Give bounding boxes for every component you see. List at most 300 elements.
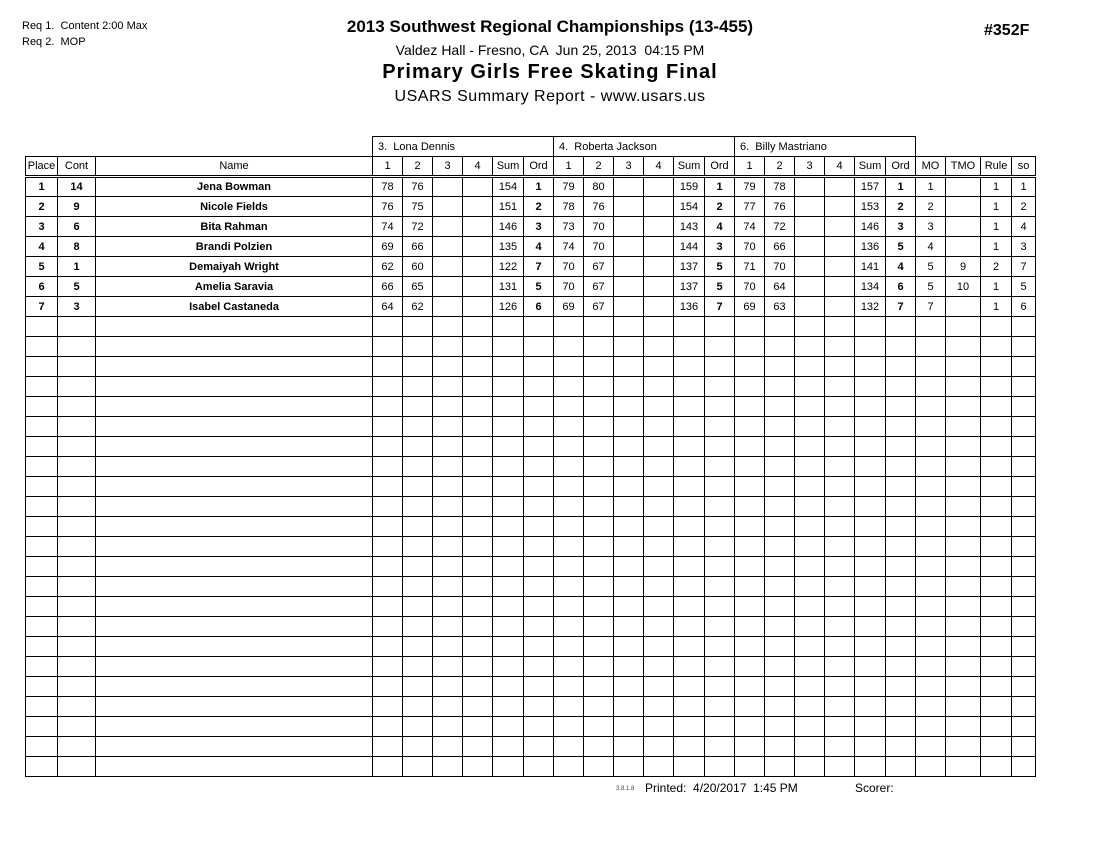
cell-judge1-score-3 <box>433 517 463 537</box>
event-number: #352F <box>984 22 1030 39</box>
cell-judge1-score-4 <box>463 177 493 197</box>
cell-judge3-score-2 <box>765 637 795 657</box>
cell-judge3-ord <box>886 517 916 537</box>
cell-judge1-score-2 <box>403 597 433 617</box>
cell-cont <box>58 537 96 557</box>
cell-judge2-score-3 <box>614 317 644 337</box>
cell-judge3-score-1 <box>735 737 765 757</box>
cell-name <box>96 537 373 557</box>
cell-name <box>96 337 373 357</box>
cell-place <box>26 417 58 437</box>
header-judge3-score-3: 3 <box>795 157 825 177</box>
cell-judge2-sum <box>674 637 705 657</box>
table-row-empty <box>26 537 1036 557</box>
cell-mo <box>916 677 946 697</box>
table-row-empty <box>26 397 1036 417</box>
cell-judge2-score-2: 70 <box>584 237 614 257</box>
table-row-empty <box>26 757 1036 777</box>
cell-judge3-score-4 <box>825 397 855 417</box>
header-judge3-ord: Ord <box>886 157 916 177</box>
cell-judge2-score-1 <box>554 577 584 597</box>
cell-cont: 8 <box>58 237 96 257</box>
cell-judge1-sum <box>493 677 524 697</box>
cell-cont <box>58 317 96 337</box>
judge-row-spacer-right <box>916 137 1036 157</box>
cell-judge1-ord <box>524 637 554 657</box>
cell-place: 5 <box>26 257 58 277</box>
cell-judge1-score-3 <box>433 637 463 657</box>
cell-judge2-score-3 <box>614 337 644 357</box>
cell-judge1-ord <box>524 717 554 737</box>
cell-tmo <box>946 577 981 597</box>
cell-cont <box>58 337 96 357</box>
cell-judge1-score-4 <box>463 657 493 677</box>
cell-judge1-score-3 <box>433 677 463 697</box>
cell-judge2-score-3 <box>614 277 644 297</box>
cell-judge3-score-3 <box>795 457 825 477</box>
cell-judge3-ord: 7 <box>886 297 916 317</box>
cell-tmo <box>946 597 981 617</box>
cell-judge3-ord <box>886 637 916 657</box>
cell-judge3-score-4 <box>825 617 855 637</box>
cell-judge2-score-3 <box>614 417 644 437</box>
cell-rule <box>981 557 1012 577</box>
cell-judge2-ord <box>705 437 735 457</box>
cell-judge1-score-1: 78 <box>373 177 403 197</box>
cell-judge3-score-2: 63 <box>765 297 795 317</box>
cell-so <box>1012 537 1036 557</box>
cell-judge3-sum <box>855 517 886 537</box>
cell-judge1-score-2: 75 <box>403 197 433 217</box>
cell-name <box>96 757 373 777</box>
cell-judge1-score-4 <box>463 337 493 357</box>
cell-judge3-sum: 141 <box>855 257 886 277</box>
cell-judge1-score-1 <box>373 597 403 617</box>
event-title: Primary Girls Free Skating Final <box>382 61 718 83</box>
cell-judge2-score-4 <box>644 597 674 617</box>
header-judge2-score-2: 2 <box>584 157 614 177</box>
cell-name <box>96 317 373 337</box>
cell-rule: 2 <box>981 257 1012 277</box>
cell-judge3-ord <box>886 697 916 717</box>
cell-mo <box>916 397 946 417</box>
cell-judge2-score-2 <box>584 337 614 357</box>
cell-judge3-score-1 <box>735 677 765 697</box>
cell-name <box>96 617 373 637</box>
cell-rule <box>981 537 1012 557</box>
cell-judge3-score-4 <box>825 437 855 457</box>
cell-rule <box>981 617 1012 637</box>
header-judge2-ord: Ord <box>705 157 735 177</box>
cell-judge1-sum: 135 <box>493 237 524 257</box>
cell-judge1-sum <box>493 597 524 617</box>
cell-mo <box>916 617 946 637</box>
header-judge3-score-4: 4 <box>825 157 855 177</box>
cell-judge2-score-3 <box>614 457 644 477</box>
cell-judge3-score-2 <box>765 697 795 717</box>
cell-judge3-score-2 <box>765 497 795 517</box>
cell-judge1-score-4 <box>463 597 493 617</box>
table-row-empty <box>26 517 1036 537</box>
cell-judge3-sum <box>855 677 886 697</box>
cell-judge1-ord: 2 <box>524 197 554 217</box>
cell-rule <box>981 337 1012 357</box>
cell-judge2-score-2 <box>584 617 614 637</box>
cell-rule <box>981 697 1012 717</box>
cell-judge2-score-2 <box>584 497 614 517</box>
cell-judge1-score-3 <box>433 197 463 217</box>
cell-judge2-score-1 <box>554 597 584 617</box>
cell-tmo <box>946 237 981 257</box>
header-judge3-score-2: 2 <box>765 157 795 177</box>
cell-judge3-score-1 <box>735 397 765 417</box>
cell-judge2-ord <box>705 317 735 337</box>
header-judge3-score-1: 1 <box>735 157 765 177</box>
cell-judge2-score-2 <box>584 657 614 677</box>
cell-judge3-score-2 <box>765 557 795 577</box>
cell-rule: 1 <box>981 277 1012 297</box>
cell-judge1-score-4 <box>463 717 493 737</box>
cell-judge1-ord <box>524 537 554 557</box>
cell-judge2-sum <box>674 357 705 377</box>
cell-judge2-ord <box>705 517 735 537</box>
cell-judge1-score-3 <box>433 437 463 457</box>
cell-judge3-score-2 <box>765 577 795 597</box>
cell-judge3-score-1 <box>735 637 765 657</box>
cell-judge1-ord <box>524 457 554 477</box>
cell-mo <box>916 517 946 537</box>
cell-place: 7 <box>26 297 58 317</box>
cell-so <box>1012 717 1036 737</box>
cell-judge1-score-2: 62 <box>403 297 433 317</box>
cell-judge3-score-2: 64 <box>765 277 795 297</box>
cell-judge2-score-2 <box>584 417 614 437</box>
cell-judge1-score-2 <box>403 657 433 677</box>
table-row-empty <box>26 577 1036 597</box>
cell-judge2-ord: 5 <box>705 257 735 277</box>
cell-judge2-score-3 <box>614 757 644 777</box>
cell-place <box>26 677 58 697</box>
cell-judge3-ord <box>886 437 916 457</box>
cell-so <box>1012 337 1036 357</box>
table-row <box>26 177 1036 197</box>
header-mo: MO <box>916 157 946 177</box>
cell-judge2-score-1 <box>554 357 584 377</box>
cell-judge3-ord: 5 <box>886 237 916 257</box>
cell-judge1-score-3 <box>433 757 463 777</box>
cell-so <box>1012 677 1036 697</box>
cell-judge1-sum <box>493 437 524 457</box>
cell-judge1-score-3 <box>433 177 463 197</box>
cell-name: Nicole Fields <box>96 197 373 217</box>
cell-judge2-score-2: 67 <box>584 257 614 277</box>
cell-judge1-score-1 <box>373 517 403 537</box>
cell-cont: 6 <box>58 217 96 237</box>
cell-judge2-score-2 <box>584 757 614 777</box>
cell-judge3-ord: 4 <box>886 257 916 277</box>
cell-so <box>1012 557 1036 577</box>
cell-judge1-sum <box>493 397 524 417</box>
cell-so <box>1012 517 1036 537</box>
cell-mo: 4 <box>916 237 946 257</box>
cell-judge3-score-1 <box>735 537 765 557</box>
cell-judge1-ord <box>524 677 554 697</box>
cell-judge1-score-2 <box>403 537 433 557</box>
cell-judge2-score-1: 78 <box>554 197 584 217</box>
cell-cont <box>58 377 96 397</box>
cell-judge3-sum <box>855 337 886 357</box>
cell-cont: 3 <box>58 297 96 317</box>
cell-mo: 1 <box>916 177 946 197</box>
cell-judge3-score-1 <box>735 657 765 677</box>
table-row-empty <box>26 637 1036 657</box>
cell-judge3-sum <box>855 737 886 757</box>
cell-judge2-score-1 <box>554 537 584 557</box>
cell-judge3-score-3 <box>795 637 825 657</box>
cell-judge1-score-3 <box>433 597 463 617</box>
cell-judge1-score-1 <box>373 537 403 557</box>
cell-judge2-ord <box>705 617 735 637</box>
cell-judge3-score-2 <box>765 657 795 677</box>
cell-judge1-ord <box>524 617 554 637</box>
cell-place <box>26 477 58 497</box>
cell-cont: 14 <box>58 177 96 197</box>
table-row-empty <box>26 337 1036 357</box>
cell-judge2-ord <box>705 417 735 437</box>
report-header <box>0 17 1100 106</box>
cell-judge2-ord <box>705 357 735 377</box>
cell-judge2-ord <box>705 737 735 757</box>
cell-judge2-ord <box>705 597 735 617</box>
cell-judge2-score-3 <box>614 357 644 377</box>
cell-judge2-score-4 <box>644 437 674 457</box>
cell-judge2-ord <box>705 457 735 477</box>
cell-tmo <box>946 357 981 377</box>
cell-judge3-score-4 <box>825 597 855 617</box>
table-row-empty <box>26 617 1036 637</box>
cell-judge2-ord <box>705 657 735 677</box>
cell-judge1-score-2: 66 <box>403 237 433 257</box>
cell-judge2-score-2: 70 <box>584 217 614 237</box>
venue-date-line: Valdez Hall - Fresno, CA Jun 25, 2013 04:15 PM <box>395 42 705 58</box>
cell-mo <box>916 637 946 657</box>
cell-judge1-score-4 <box>463 677 493 697</box>
cell-judge2-score-4 <box>644 417 674 437</box>
cell-judge1-score-1: 76 <box>373 197 403 217</box>
cell-judge1-score-3 <box>433 217 463 237</box>
cell-judge1-score-1 <box>373 577 403 597</box>
cell-rule <box>981 417 1012 437</box>
cell-so <box>1012 617 1036 637</box>
cell-name: Amelia Saravia <box>96 277 373 297</box>
cell-judge3-score-1 <box>735 497 765 517</box>
cell-judge1-score-2 <box>403 497 433 517</box>
cell-judge1-ord: 1 <box>524 177 554 197</box>
cell-judge1-score-4 <box>463 697 493 717</box>
cell-judge3-score-3 <box>795 657 825 677</box>
cell-judge1-score-2: 72 <box>403 217 433 237</box>
cell-judge2-ord <box>705 677 735 697</box>
cell-tmo <box>946 337 981 357</box>
cell-judge3-score-4 <box>825 537 855 557</box>
cell-cont <box>58 357 96 377</box>
cell-so <box>1012 397 1036 417</box>
cell-judge3-ord <box>886 477 916 497</box>
cell-judge3-score-4 <box>825 237 855 257</box>
cell-rule <box>981 357 1012 377</box>
cell-judge1-score-3 <box>433 617 463 637</box>
cell-judge3-score-2: 76 <box>765 197 795 217</box>
cell-judge2-score-3 <box>614 177 644 197</box>
cell-judge3-score-3 <box>795 277 825 297</box>
cell-judge2-sum: 143 <box>674 217 705 237</box>
cell-rule <box>981 577 1012 597</box>
cell-judge3-score-1 <box>735 417 765 437</box>
cell-judge1-sum <box>493 457 524 477</box>
table-row <box>26 277 1036 297</box>
cell-judge1-score-2: 65 <box>403 277 433 297</box>
cell-judge2-score-2 <box>584 437 614 457</box>
cell-judge1-score-2 <box>403 357 433 377</box>
cell-judge1-score-1 <box>373 637 403 657</box>
cell-judge3-score-3 <box>795 317 825 337</box>
cell-judge3-score-3 <box>795 397 825 417</box>
cell-judge1-score-1 <box>373 757 403 777</box>
cell-judge2-sum <box>674 437 705 457</box>
cell-judge1-ord <box>524 517 554 537</box>
cell-judge1-score-3 <box>433 317 463 337</box>
cell-judge1-score-2 <box>403 577 433 597</box>
cell-judge2-score-1 <box>554 677 584 697</box>
cell-judge1-score-1 <box>373 317 403 337</box>
cell-judge2-sum <box>674 577 705 597</box>
cell-judge1-score-1 <box>373 737 403 757</box>
cell-judge2-score-3 <box>614 497 644 517</box>
cell-judge2-ord <box>705 557 735 577</box>
cell-judge1-score-3 <box>433 457 463 477</box>
cell-judge3-score-1 <box>735 617 765 637</box>
cell-judge2-sum <box>674 717 705 737</box>
cell-judge2-score-1 <box>554 717 584 737</box>
cell-tmo: 10 <box>946 277 981 297</box>
cell-place <box>26 657 58 677</box>
cell-judge2-ord: 4 <box>705 217 735 237</box>
cell-judge2-sum <box>674 537 705 557</box>
cell-judge2-score-2: 67 <box>584 277 614 297</box>
cell-mo <box>916 457 946 477</box>
table-row-empty <box>26 317 1036 337</box>
cell-judge1-sum <box>493 577 524 597</box>
cell-judge3-sum: 153 <box>855 197 886 217</box>
cell-rule <box>981 597 1012 617</box>
cell-place <box>26 437 58 457</box>
cell-cont <box>58 397 96 417</box>
cell-tmo <box>946 717 981 737</box>
cell-judge1-sum <box>493 337 524 357</box>
cell-place: 2 <box>26 197 58 217</box>
cell-judge1-ord: 7 <box>524 257 554 277</box>
cell-mo <box>916 757 946 777</box>
cell-judge2-score-3 <box>614 617 644 637</box>
cell-judge1-score-4 <box>463 197 493 217</box>
cell-tmo <box>946 217 981 237</box>
cell-judge3-sum <box>855 577 886 597</box>
cell-judge3-score-4 <box>825 457 855 477</box>
cell-judge2-score-4 <box>644 197 674 217</box>
cell-tmo <box>946 437 981 457</box>
cell-judge3-sum <box>855 657 886 677</box>
cell-place <box>26 537 58 557</box>
cell-judge1-score-4 <box>463 737 493 757</box>
cell-mo <box>916 597 946 617</box>
cell-judge1-score-4 <box>463 497 493 517</box>
cell-judge2-score-1 <box>554 417 584 437</box>
cell-tmo <box>946 397 981 417</box>
cell-judge1-score-3 <box>433 277 463 297</box>
table-row <box>26 237 1036 257</box>
cell-so <box>1012 637 1036 657</box>
cell-judge2-score-1 <box>554 697 584 717</box>
results-table-body <box>26 137 1036 777</box>
cell-mo <box>916 537 946 557</box>
cell-judge2-score-3 <box>614 477 644 497</box>
cell-judge3-ord <box>886 357 916 377</box>
table-row-empty <box>26 657 1036 677</box>
cell-judge2-score-3 <box>614 437 644 457</box>
cell-judge3-ord <box>886 757 916 777</box>
cell-judge1-score-1 <box>373 337 403 357</box>
cell-judge2-score-1: 70 <box>554 277 584 297</box>
cell-judge1-score-3 <box>433 657 463 677</box>
cell-tmo <box>946 457 981 477</box>
cell-judge2-score-1 <box>554 377 584 397</box>
judge-name-1: 3. Lona Dennis <box>373 137 554 157</box>
cell-cont <box>58 417 96 437</box>
cell-judge1-score-2 <box>403 737 433 757</box>
cell-judge2-score-2: 80 <box>584 177 614 197</box>
cell-rule <box>981 517 1012 537</box>
cell-judge2-score-4 <box>644 757 674 777</box>
cell-judge3-score-1 <box>735 597 765 617</box>
cell-judge3-sum: 134 <box>855 277 886 297</box>
cell-judge3-score-2 <box>765 677 795 697</box>
cell-mo <box>916 577 946 597</box>
cell-place <box>26 757 58 777</box>
cell-judge3-score-4 <box>825 517 855 537</box>
cell-judge1-score-2 <box>403 677 433 697</box>
scorer-label: Scorer: <box>855 781 894 795</box>
cell-judge1-score-4 <box>463 277 493 297</box>
cell-judge2-ord: 5 <box>705 277 735 297</box>
cell-so: 5 <box>1012 277 1036 297</box>
cell-judge2-sum <box>674 377 705 397</box>
cell-judge1-ord: 3 <box>524 217 554 237</box>
header-judge1-sum: Sum <box>493 157 524 177</box>
cell-judge2-sum <box>674 757 705 777</box>
cell-judge2-score-4 <box>644 477 674 497</box>
cell-judge2-score-1: 69 <box>554 297 584 317</box>
header-judge1-score-3: 3 <box>433 157 463 177</box>
cell-judge2-score-4 <box>644 397 674 417</box>
cell-judge1-score-2 <box>403 337 433 357</box>
cell-judge1-score-1 <box>373 557 403 577</box>
cell-name <box>96 497 373 517</box>
cell-judge1-sum: 126 <box>493 297 524 317</box>
cell-judge2-score-1 <box>554 457 584 477</box>
cell-judge2-score-4 <box>644 677 674 697</box>
cell-judge3-score-3 <box>795 717 825 737</box>
cell-judge3-score-1: 71 <box>735 257 765 277</box>
